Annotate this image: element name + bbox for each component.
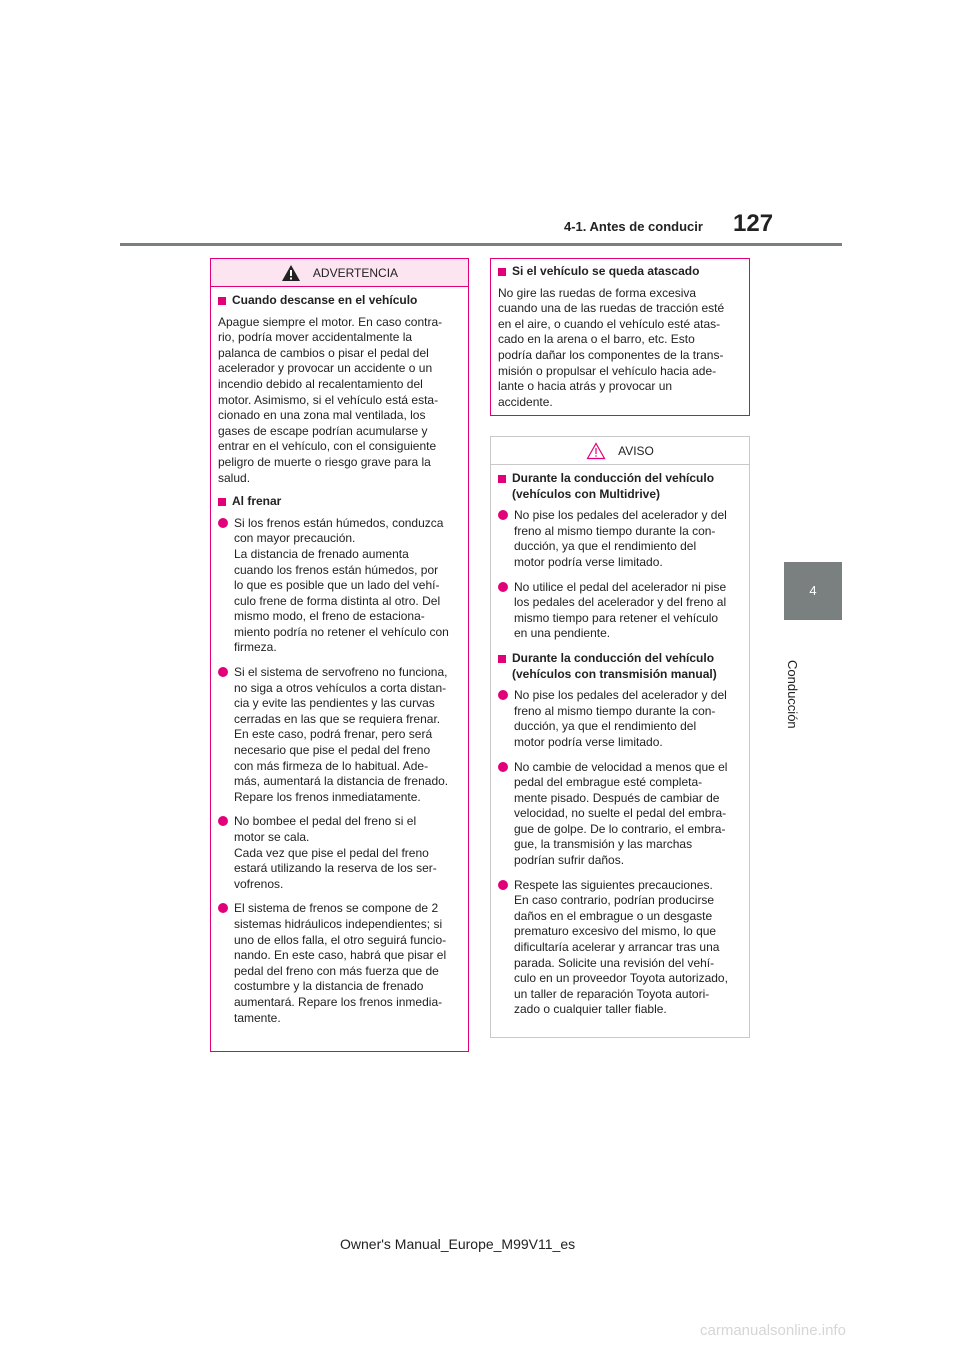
- square-bullet-icon: [498, 268, 506, 276]
- chapter-number: 4: [809, 583, 817, 598]
- notice-box-body: [491, 465, 749, 1018]
- list-item-text: No cambie de velocidad a menos que el pedal del embrague esté completa- mente pisado. Después de cambiar de velocidad, no suelte el pedal del embra- gue de golpe. De lo contrario, el embra- gue, la transmisión y las marchas podrían sufrir daños.: [514, 759, 728, 868]
- stuck-vehicle-box-body: [491, 259, 749, 410]
- list-item: [498, 508, 742, 570]
- section-heading: [498, 264, 742, 280]
- watermark: carmanualsonline.info: [700, 1322, 846, 1339]
- section-paragraph: No gire las ruedas de forma excesiva cuando una de las ruedas de tracción esté en el aire, o cuando el vehículo esté atas- cado en la arena o el barro, etc. Esto podría dañar los componentes de la trans- misión o propulsar el vehículo hacia ade- lante o hacia atrás y provocar un accidente.: [498, 285, 725, 409]
- circle-bullet-icon: [498, 762, 508, 772]
- circle-bullet-icon: [218, 816, 228, 826]
- section-title: 4-1. Antes de conducir: [564, 219, 703, 234]
- section-heading-text: Cuando descanse en el vehículo: [232, 293, 418, 307]
- warning-box-title: ADVERTENCIA: [312, 265, 399, 280]
- circle-bullet-icon: [498, 582, 508, 592]
- section-heading-text: Durante la conducción del vehículo (vehículos con transmisión manual): [512, 650, 717, 681]
- warning-box-header: [211, 259, 468, 287]
- list-item-text: No pise los pedales del acelerador y del freno al mismo tiempo durante la con- ducción, ya que el rendimiento del motor podría verse limitado.: [514, 688, 727, 749]
- warning-box: [210, 258, 469, 1052]
- circle-bullet-icon: [498, 880, 508, 890]
- list-item-text: No bombee el pedal del freno si el motor se cala. Cada vez que pise el pedal del freno estará utilizando la reserva de los ser- vofrenos.: [234, 814, 437, 891]
- list-item: [218, 814, 461, 892]
- notice-box: [490, 436, 750, 1038]
- section-heading: [218, 494, 461, 510]
- footer-document-id: Owner's Manual_Europe_M99V11_es: [340, 1236, 576, 1252]
- list-item-text: No pise los pedales del acelerador y del freno al mismo tiempo durante la con- ducción, ya que el rendimiento del motor podría verse limitado.: [514, 508, 727, 569]
- square-bullet-icon: [498, 655, 506, 663]
- list-item: [218, 901, 461, 1026]
- circle-bullet-icon: [218, 667, 228, 677]
- warning-triangle-icon: [281, 264, 301, 282]
- section-heading-text: Durante la conducción del vehículo (vehículos con Multidrive): [512, 471, 715, 501]
- list-item: [218, 665, 461, 805]
- circle-bullet-icon: [498, 690, 508, 700]
- chapter-tab: [784, 562, 842, 620]
- notice-box-header: [491, 437, 749, 465]
- list-item: [498, 760, 742, 869]
- section-heading-text: Si el vehículo se queda atascado: [512, 264, 700, 278]
- stuck-vehicle-box: [490, 258, 750, 416]
- list-item-text: Respete las siguientes precauciones. En caso contrario, podrían producirse daños en el embrague o un desgaste prematuro excesivo del mismo, lo que dificultaría acelerar y arrancar tras una parada. Solicite una revisión del vehí- culo en un proveedor Toyota autorizado, un taller de reparación Toyota autori- zado o cualquier taller fiable.: [514, 877, 728, 1017]
- section-heading: [498, 471, 742, 502]
- circle-bullet-icon: [218, 518, 228, 528]
- list-item-text: El sistema de frenos se compone de 2 sistemas hidráulicos independientes; si uno de ellos falla, el otro seguirá funcio- nando. En este caso, habrá que pisar el pedal del freno con más fuerza que de costumbre y la distancia de frenado aumentará. Repare los frenos inmedia- tamente.: [234, 901, 447, 1025]
- header-divider: [120, 243, 842, 246]
- page-number: 127: [733, 210, 774, 237]
- square-bullet-icon: [218, 297, 226, 305]
- circle-bullet-icon: [498, 510, 508, 520]
- section-heading: [218, 293, 461, 309]
- list-item-text: Si los frenos están húmedos, conduzca con mayor precaución. La distancia de frenado aumenta cuando los frenos están húmedos, por lo que es posible que un lado del vehí- culo frene de forma distinta al otro. Del mismo modo, el freno de estaciona- miento podría no retener el vehículo con firmeza.: [234, 515, 449, 655]
- warning-box-body: [211, 287, 468, 1026]
- list-item-text: Si el sistema de servofreno no funciona, no siga a otros vehículos a corta distan- cia y evite las pendientes y las curvas cerradas en las que se requiera frenar. En este caso, podrá frenar, pero será necesario que pise el pedal del freno con más firmeza de lo habitual. Ade- más, aumentará la distancia de frenado. Repare los frenos inmediatamente.: [234, 665, 449, 804]
- notice-box-title: AVISO: [618, 443, 654, 458]
- caution-triangle-icon: [586, 442, 606, 460]
- section-paragraph: Apague siempre el motor. En caso contra- rio, podría mover accidentalmente la palanca de cambios o pisar el pedal del acelerador y provocar un accidente o un incendio debido al recalentamiento del motor. Asimismo, si el vehículo está esta- cionado en una zona mal ventilada, los gases de escape podrían acumularse y entrar en el vehículo, con el consiguiente peligro de muerte o riesgo grave para la salud.: [218, 314, 443, 485]
- list-item: [498, 878, 742, 1018]
- list-item-text: No utilice el pedal del acelerador ni pise los pedales del acelerador y del freno al mismo tiempo para retener el vehículo en una pendiente.: [514, 579, 727, 641]
- list-item: [218, 516, 461, 656]
- section-heading-text: Al frenar: [232, 494, 282, 509]
- circle-bullet-icon: [218, 903, 228, 913]
- chapter-label: Conducción: [785, 660, 800, 729]
- square-bullet-icon: [498, 475, 506, 483]
- list-item: [498, 580, 742, 642]
- section-heading: [498, 651, 742, 682]
- list-item: [498, 688, 742, 750]
- square-bullet-icon: [218, 498, 226, 506]
